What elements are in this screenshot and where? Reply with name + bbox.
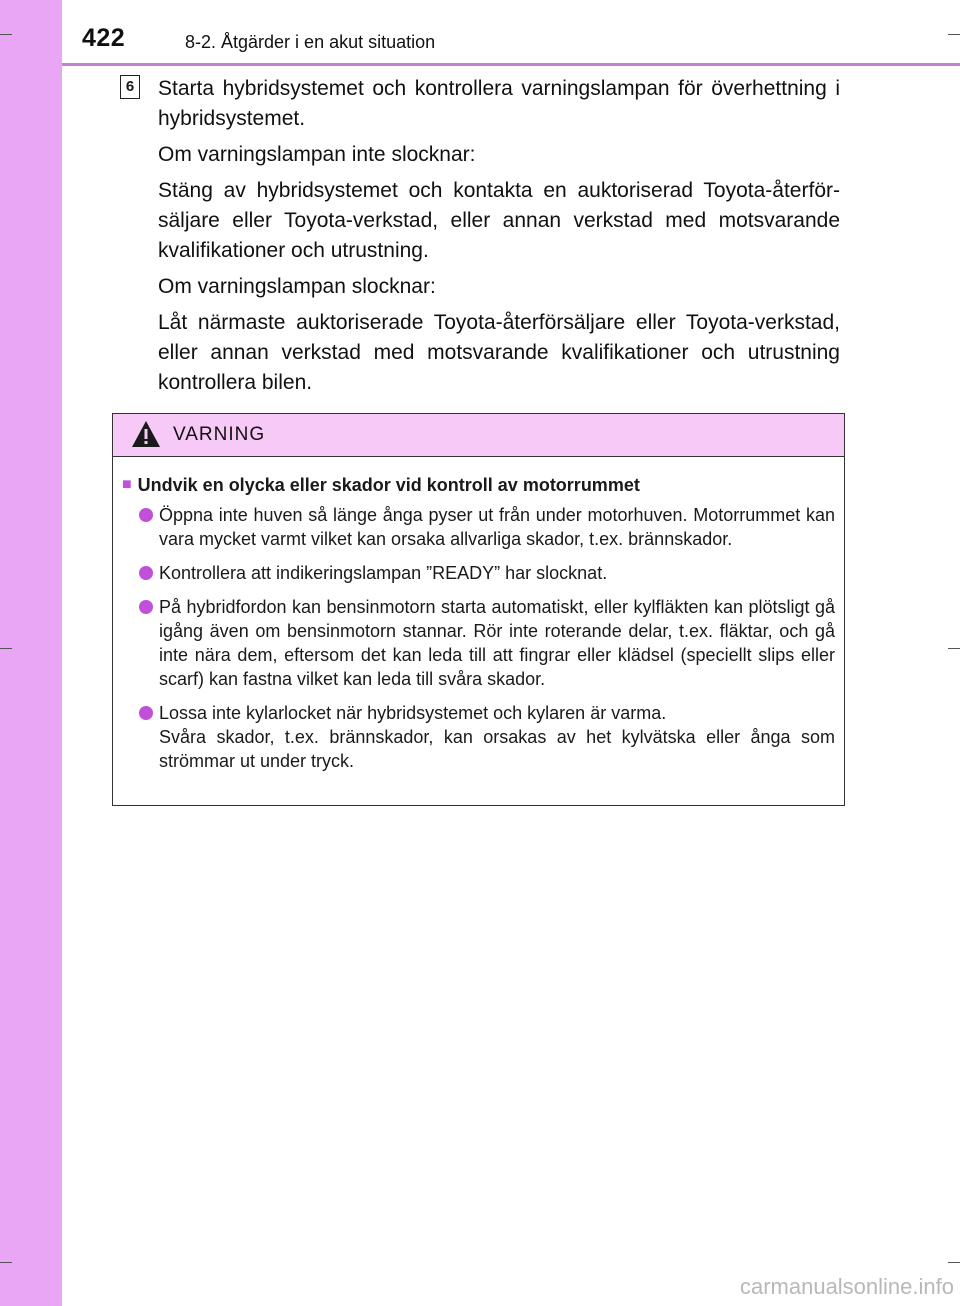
list-item-line: Svåra skador, t.ex. brännskador, kan orsakas av het kylvätska eller ånga som strömmar ut under tryck. bbox=[159, 727, 835, 771]
step-number-badge: 6 bbox=[120, 75, 140, 99]
bullet-dot-icon bbox=[139, 566, 153, 580]
crop-mark bbox=[948, 1262, 960, 1263]
list-item-text: På hybridfordon kan bensinmotorn starta automatiskt, eller kylfläkten kan plötsligt gå igång även om bensinmotorn stannar. Rör inte roterande delar, t.ex. fläktar, och gå inte nära dem, eftersom det kan leda till att fingrar eller klädsel (speciellt slips eller scarf) kan fastna vilket kan leda till svåra skador. bbox=[159, 597, 835, 689]
warning-subheading bbox=[122, 473, 835, 497]
warning-header bbox=[113, 414, 844, 457]
list-item bbox=[122, 701, 835, 773]
bullet-dot-icon bbox=[139, 508, 153, 522]
list-item bbox=[122, 595, 835, 691]
step-paragraph: Låt närmaste auktoriserade Toyota-återförsäljare eller Toyota-verkstad, eller annan verkstad med motsvarande kvalifikationer och utrustning kontrollera bilen. bbox=[158, 311, 840, 394]
crop-mark bbox=[0, 1262, 12, 1263]
header-divider bbox=[62, 63, 960, 66]
warning-box bbox=[112, 413, 845, 806]
warning-triangle-icon bbox=[131, 420, 161, 453]
list-item-text: Öppna inte huven så länge ånga pyser ut från under motorhuven. Motorrummet kan vara mycket varmt vilket kan orsaka allvarliga skador, t.ex. brännskador. bbox=[159, 505, 835, 549]
warning-body bbox=[113, 457, 844, 773]
bullet-dot-icon bbox=[139, 706, 153, 720]
list-item bbox=[122, 561, 835, 585]
step-paragraph: Stäng av hybridsystemet och kontakta en auktoriserad Toyota-återförsäljare eller Toyota-verkstad, eller annan verkstad med motsvarande kvalifikationer och utrustning. bbox=[158, 179, 840, 262]
crop-mark bbox=[0, 648, 12, 649]
list-item-text: Kontrollera att indikeringslampan ”READY” har slocknat. bbox=[159, 563, 608, 583]
crop-mark bbox=[0, 34, 12, 35]
bullet-dot-icon bbox=[139, 600, 153, 614]
section-title: 8-2. Åtgärder i en akut situation bbox=[185, 32, 436, 52]
side-color-band bbox=[0, 0, 62, 1306]
list-item-line: Lossa inte kylarlocket när hybridsystemet och kylaren är varma. bbox=[159, 703, 667, 723]
step-paragraph: Om varningslampan slocknar: bbox=[158, 275, 436, 298]
crop-mark bbox=[948, 648, 960, 649]
warning-label: VARNING bbox=[173, 424, 266, 445]
step-paragraph: Om varningslampan inte slocknar: bbox=[158, 143, 476, 166]
page-number: 422 bbox=[82, 24, 126, 52]
warning-subheading-text: Undvik en olycka eller skador vid kontroll av motorrummet bbox=[137, 475, 640, 495]
square-bullet-icon: ■ bbox=[122, 476, 132, 493]
watermark: carmanualsonline.info bbox=[739, 1274, 954, 1299]
crop-mark bbox=[948, 34, 960, 35]
step-paragraph: Starta hybridsystemet och kontrollera varningslampan för överhettning i hybridsystemet. bbox=[158, 77, 840, 130]
list-item-text bbox=[159, 701, 835, 773]
list-item bbox=[122, 503, 835, 551]
step-instructions bbox=[158, 74, 840, 404]
